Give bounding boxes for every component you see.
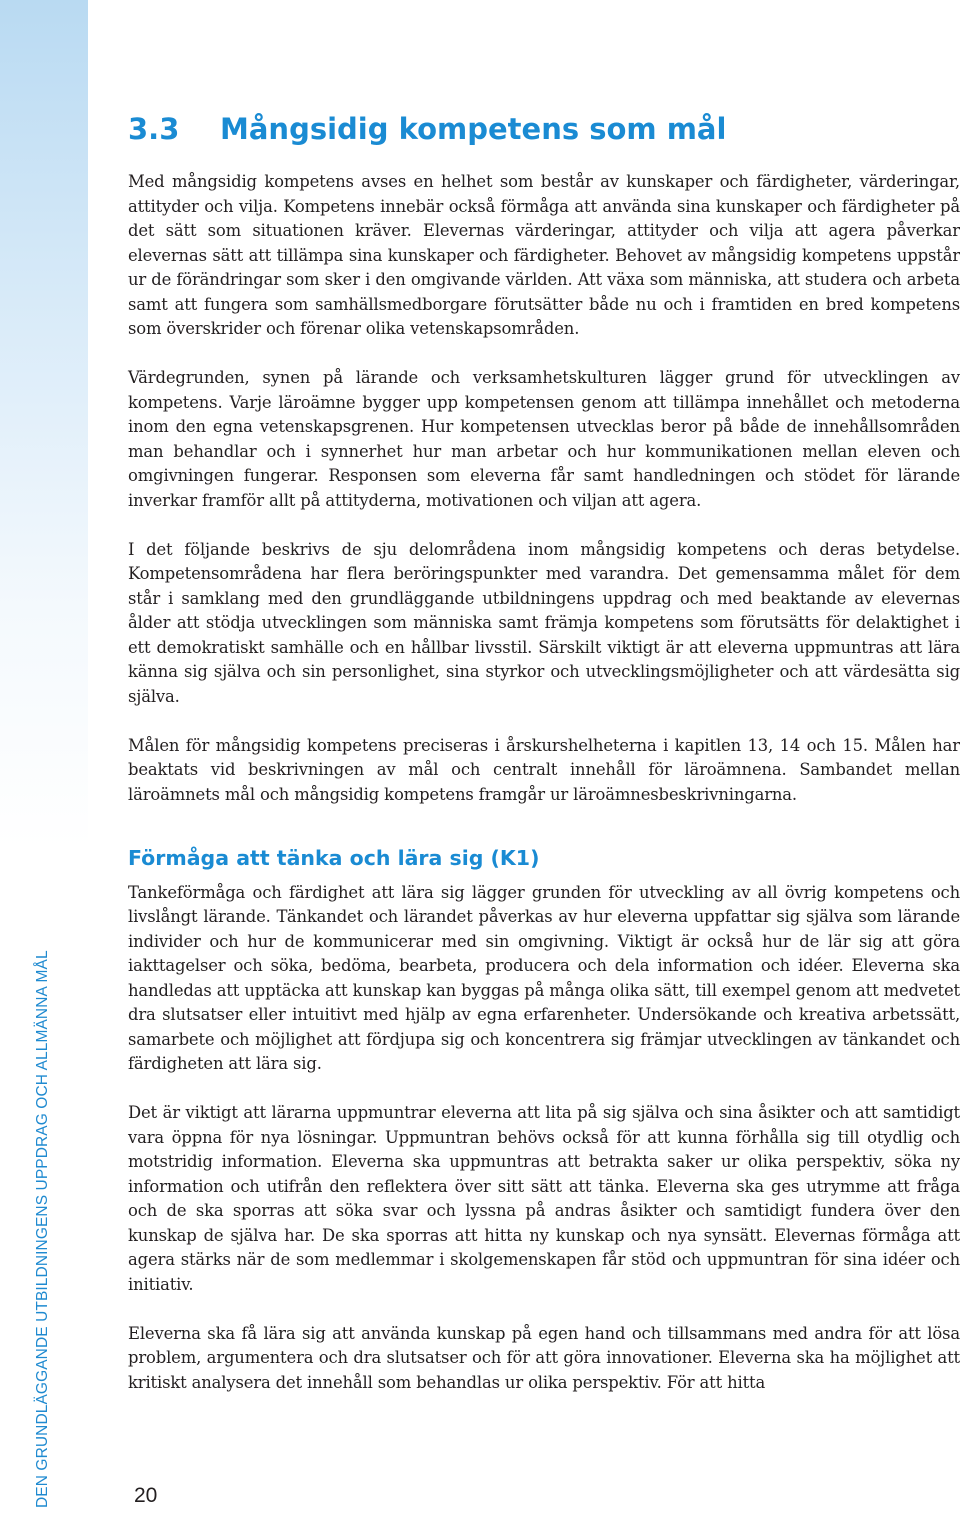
sidebar-chapter-label: DEN GRUNDLÄGGANDE UTBILDNINGENS UPPDRAG OCH ALLMÄNNA MÅL xyxy=(34,950,51,1508)
paragraph: Målen för mångsidig kompetens preciseras i årskurshelheterna i kapitlen 13, 14 och 15. Målen har beaktats vid beskrivningen av mål och centralt innehåll för läroämnena. Sambandet mellan läroämnets mål och mångsidig kompetens framgår ur läroämnesbeskrivningarna. xyxy=(128,735,960,804)
paragraph: Tankeförmåga och färdighet att lära sig lägger grunden för utveckling av all övrig kompetens och livslångt lärande. Tänkandet och lärandet påverkas av hur eleverna uppfattar sig själva som lärande individer och hur de kommunicerar med sin omgivning. Viktigt är också hur de lär sig att göra iakttagelser och söka, bedöma, bearbeta, producera och dela information och idéer. Eleverna ska handledas att upptäcka att kunskap kan byggas på många olika sätt, till exempel genom att medvetet dra slutsatser eller intuitivt med hjälp av egna erfarenheter. Undersökande och kreativa arbetssätt, samarbete och möjlighet att fördjupa sig och koncentrera sig främjar utvecklingen av tänkandet och färdigheten att lära sig. xyxy=(128,882,960,1073)
page-number: 20 xyxy=(134,1484,158,1507)
paragraph: I det följande beskrivs de sju delområdena inom mångsidig kompetens och deras betydelse. Kompetensområdena har flera beröringspunkter med varandra. Det gemensamma målet för dem står i samklang med den grundläggande utbildningens uppdrag och med beaktande av elevernas ålder att stödja utvecklingen som människa samt främja kompetens som förutsätts för delaktighet i ett demokratiskt samhälle och en hållbar livsstil. Särskilt viktigt är att eleverna uppmuntras att lära känna sig själva och sin personlighet, sina styrkor och utvecklingsmöjligheter och att värdesätta sig själva. xyxy=(128,539,960,706)
section-title: Mångsidig kompetens som mål xyxy=(220,112,727,146)
sidebar-band xyxy=(0,0,88,1516)
page-content xyxy=(128,110,960,1420)
subsection-heading: Förmåga att tänka och lära sig (K1) xyxy=(128,845,540,870)
spacer xyxy=(128,832,960,844)
paragraph: Det är viktigt att lärarna uppmuntrar eleverna att lita på sig själva och sina åsikter och att samtidigt vara öppna för nya lösningar. Uppmuntran behövs också för att kunna förhålla sig till otydlig och motstridig information. Eleverna ska uppmuntras att betrakta saker ur olika perspektiv, söka ny information och utifrån den reflektera över sitt sätt att tänka. Eleverna ska ges utrymme att fråga och de ska sporras att söka svar och lyssna på andras åsikter och samtidigt fundera över den kunskap de själva har. De ska sporras att hitta ny kunskap och nya synsätt. Elevernas förmåga att agera stärks när de som medlemmar i skolgemenskapen får stöd och uppmuntran för sina idéer och initiativ. xyxy=(128,1103,960,1294)
paragraph: Eleverna ska få lära sig att använda kunskap på egen hand och tillsammans med andra för att lösa problem, argumentera och dra slutsatser och för att göra innovationer. Eleverna ska ha möjlighet att kritiskt analysera det innehåll som behandlas ur olika perspektiv. För att hitta xyxy=(128,1323,960,1392)
section-heading xyxy=(128,110,960,148)
section-number: 3.3 xyxy=(128,112,180,146)
paragraph: Värdegrunden, synen på lärande och verksamhetskulturen lägger grund för utvecklingen av kompetens. Varje läroämne bygger upp kompetensen genom att tillämpa innehållet och metoderna inom den egna vetenskapsgrenen. Hur kompetensen utvecklas beror på både de innehållsområden man behandlar och i synnerhet hur man arbetar och hur kommunikationen mellan eleven och omgivningen fungerar. Responsen som eleverna får samt handledningen och stödet för lärande inverkar framför allt på attityderna, motivationen och viljan att agera. xyxy=(128,368,960,510)
paragraph: Med mångsidig kompetens avses en helhet som består av kunskaper och färdigheter, värderingar, attityder och vilja. Kompetens innebär också förmåga att använda sina kunskaper och färdigheter på det sätt som situationen kräver. Elevernas värderingar, attityder och vilja att agera påverkar elevernas sätt att tillämpa sina kunskaper och färdigheter. Behovet av mångsidig kompetens uppstår ur de förändringar som sker i den omgivande världen. Att växa som människa, att studera och arbeta samt att fungera som samhällsmedborgare förutsätter både nu och i framtiden en bred kompetens som överskrider och förenar olika vetenskapsområden. xyxy=(128,172,960,338)
